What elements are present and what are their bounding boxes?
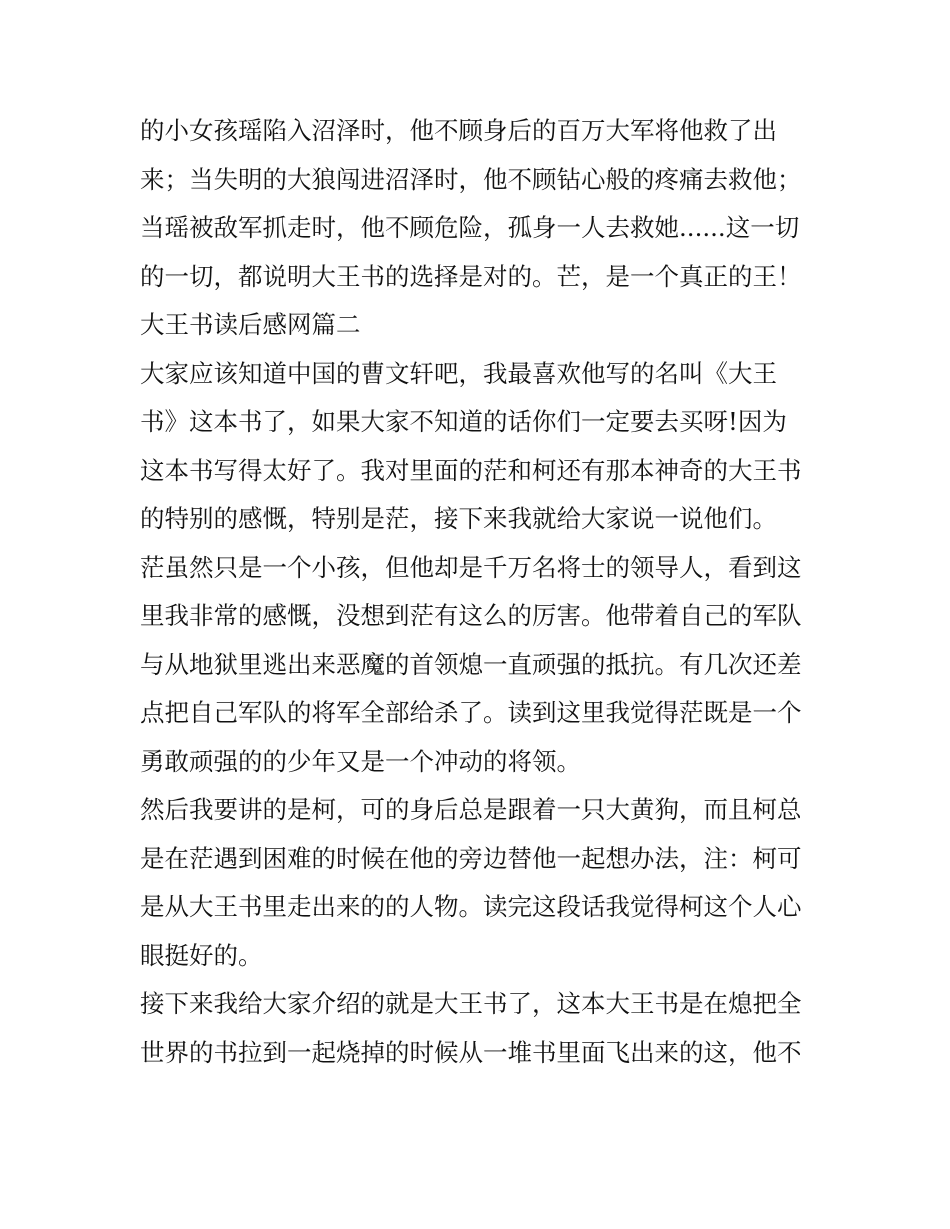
text-line: 与从地狱里逃出来恶魔的首领熄一直顽强的抵抗。有几次还差: [140, 649, 802, 679]
text-line: 的一切，都说明大王书的选择是对的。芒，是一个真正的王！: [140, 261, 802, 291]
text-line: 来；当失明的大狼闯进沼泽时，他不顾钻心般的疼痛去救他；: [140, 164, 802, 194]
section-heading: 大王书读后感网篇二: [140, 310, 361, 339]
document-body: [140, 107, 820, 1077]
text-line: 是从大王书里走出来的的人物。读完这段话我觉得柯这个人心: [140, 892, 802, 921]
text-line: 当瑶被敌军抓走时，他不顾危险，孤身一人去救她......这一切: [140, 213, 800, 242]
text-line: 然后我要讲的是柯，可的身后总是跟着一只大黄狗，而且柯总: [140, 795, 802, 824]
text-line: 茫虽然只是一个小孩，但他却是千万名将士的领导人，看到这: [140, 552, 802, 582]
text-line: 这本书写得太好了。我对里面的茫和柯还有那本神奇的大王书: [140, 455, 802, 485]
text-line: 接下来我给大家介绍的就是大王书了，这本大王书是在熄把全: [140, 989, 802, 1018]
text-line: 眼挺好的。: [140, 940, 263, 970]
text-line: 点把自己军队的将军全部给杀了。读到这里我觉得茫既是一个: [140, 698, 802, 727]
text-line: 大家应该知道中国的曹文轩吧，我最喜欢他写的名叫《大王: [140, 358, 777, 388]
text-line: 勇敢顽强的的少年又是一个冲动的将领。: [140, 746, 581, 776]
text-line: 是在茫遇到困难的时候在他的旁边替他一起想办法，注：柯可: [140, 843, 802, 873]
text-line: 的小女孩瑶陷入沼泽时，他不顾身后的百万大军将他救了出: [140, 116, 777, 145]
text-line: 的特别的感慨，特别是茫，接下来我就给大家说一说他们。: [140, 504, 777, 533]
text-line: 里我非常的感慨，没想到茫有这么的厉害。他带着自己的军队: [140, 601, 802, 630]
text-line: 世界的书拉到一起烧掉的时候从一堆书里面飞出来的这，他不: [140, 1037, 802, 1067]
text-line: 书》这本书了，如果大家不知道的话你们一定要去买呀!因为: [140, 407, 787, 436]
